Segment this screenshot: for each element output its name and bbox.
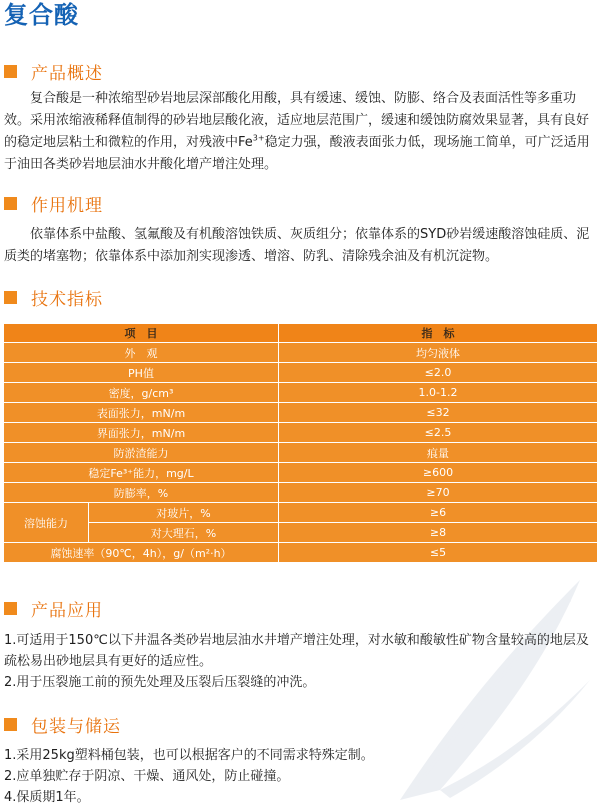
table-row: 对大理石，% ≥8 xyxy=(4,523,598,543)
header-item: 项 目 xyxy=(4,324,279,343)
table-row: 腐蚀速率（90℃，4h），g/（m²·h） ≤5 xyxy=(4,543,598,563)
list-item: 4.保质期1年。 xyxy=(4,790,90,805)
application-list xyxy=(4,630,597,693)
list-item: 1.采用25kg塑料桶包装，也可以根据客户的不同需求特殊定制。 xyxy=(4,748,374,763)
orange-square-icon xyxy=(4,291,17,304)
section-overview-heading: 产品概述 xyxy=(4,60,103,82)
table-row: 密度，g/cm³ 1.0-1.2 xyxy=(4,383,598,403)
orange-square-icon xyxy=(4,718,17,731)
section-application-heading: 产品应用 xyxy=(4,597,103,619)
dissolve-label: 溶蚀能力 xyxy=(4,503,89,543)
spec-table xyxy=(3,323,598,563)
table-row: 表面张力，mN/m ≤32 xyxy=(4,403,598,423)
orange-square-icon xyxy=(4,197,17,210)
section-packaging-heading: 包装与储运 xyxy=(4,713,121,735)
list-item: 2.用于压裂施工前的预先处理及压裂后压裂缝的冲洗。 xyxy=(4,675,316,690)
spec-table-header xyxy=(4,324,598,343)
section-mechanism-heading: 作用机理 xyxy=(4,192,103,214)
table-row: 溶蚀能力 对玻片，% ≥6 xyxy=(4,503,598,523)
packaging-list xyxy=(4,745,597,808)
table-row: 界面张力，mN/m ≤2.5 xyxy=(4,423,598,443)
header-value: 指 标 xyxy=(279,324,598,343)
overview-paragraph: 复合酸是一种浓缩型砂岩地层深部酸化用酸，具有缓速、缓蚀、防膨、络合及表面活性等多重功效。采用浓缩液稀释值制得的砂岩地层酸化液，适应地层范围广，缓速和缓蚀防腐效果显著，具有良好的稳定地层粘土和微粒的作用，对残液中$Fe^{3+}$稳定力强，酸液表面张力低，现场施工简单，可广泛适用于油田各类砂岩地层油水井酸化增产增注处理。 xyxy=(4,91,590,172)
table-row: 外 观 均匀液体 xyxy=(4,343,598,363)
mechanism-paragraph: 依靠体系中盐酸、氢氟酸及有机酸溶蚀铁质、灰质组分；依靠体系的SYD砂岩缓速酸溶蚀硅质、泥质类的堵塞物；依靠体系中添加剂实现渗透、增溶、防乳、清除残余油及有机沉淀物。 xyxy=(4,227,590,264)
table-row: 稳定Fe³⁺能力，mg/L ≥600 xyxy=(4,463,598,483)
section-specs-heading: 技术指标 xyxy=(4,286,103,308)
table-row: PH值 ≤2.0 xyxy=(4,363,598,383)
list-item: 1.可适用于150℃以下井温各类砂岩地层油水井增产增注处理，对水敏和酸敏性矿物含量较高的地层及疏松易出砂地层具有更好的适应性。 xyxy=(4,633,589,669)
orange-square-icon xyxy=(4,65,17,78)
orange-square-icon xyxy=(4,602,17,615)
table-row: 防淤渣能力 痕量 xyxy=(4,443,598,463)
list-item: 2.应单独贮存于阴凉、干燥、通风处，防止碰撞。 xyxy=(4,769,290,784)
table-row: 防膨率，% ≥70 xyxy=(4,483,598,503)
page-title: 复合酸 xyxy=(4,1,79,29)
